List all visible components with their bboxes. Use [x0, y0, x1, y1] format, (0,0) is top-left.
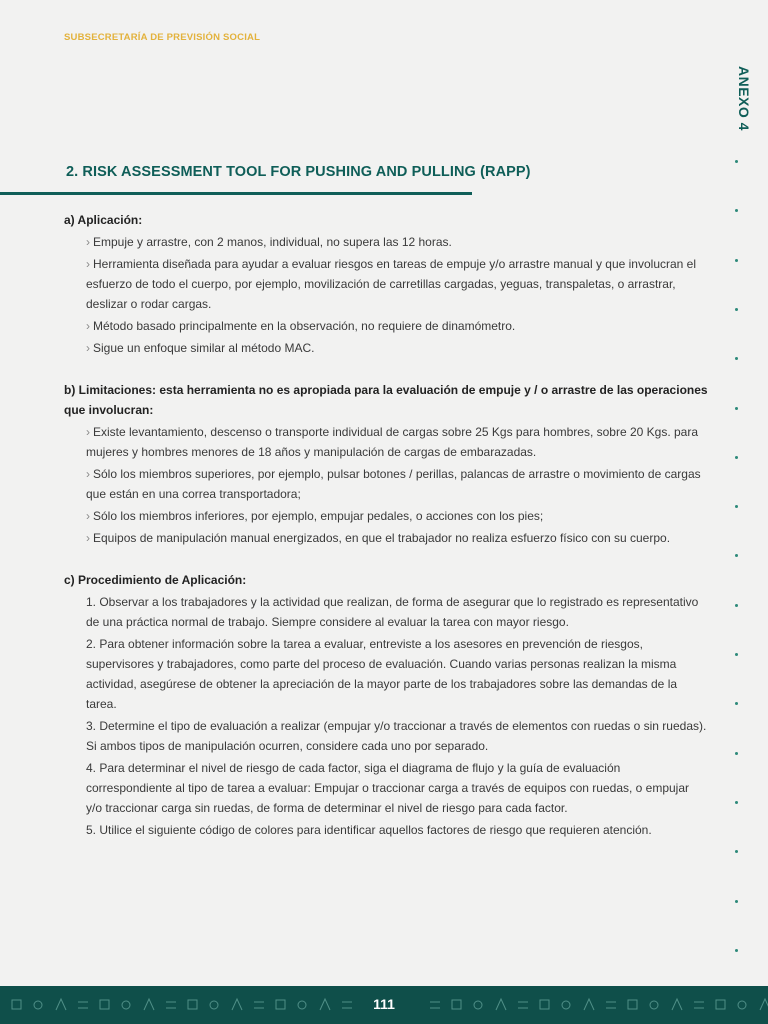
- list-item: [86, 592, 708, 632]
- section-heading: b) Limitaciones: esta herramienta no es apropiada para la evaluación de empuje y / o arrastre de las operaciones que involucran:: [64, 383, 708, 417]
- side-dot: [735, 308, 738, 311]
- side-dot: [735, 604, 738, 607]
- side-dot: [735, 505, 738, 508]
- list-item: [86, 316, 708, 336]
- section-heading: a) Aplicación:: [64, 213, 143, 227]
- side-dot: [735, 949, 738, 952]
- list-item: [86, 422, 708, 462]
- list-item-text: Existe levantamiento, descenso o transporte individual de cargas sobre 25 Kgs para hombres, sobre 20 Kgs. para mujeres y hombres menores de 18 años y manipulación de cargas de embarazadas.: [86, 425, 699, 459]
- list-item: [86, 464, 708, 504]
- list-item: [86, 338, 708, 358]
- side-dot: [735, 850, 738, 853]
- list-item-text: Equipos de manipulación manual energizados, en que el trabajador no realiza esfuerzo físico con su cuerpo.: [93, 531, 671, 545]
- content: [64, 210, 708, 842]
- side-dot: [735, 209, 738, 212]
- section-heading: c) Procedimiento de Aplicación:: [64, 573, 247, 587]
- bullet-icon: ›: [86, 319, 90, 333]
- list-item: [86, 820, 708, 840]
- list-item-text: 4. Para determinar el nivel de riesgo de cada factor, siga el diagrama de flujo y la guía de evaluación correspondiente al tipo de tarea a evaluar: Empujar o traccionar carga a través de equipos con ruedas, o empujar y/o traccionar carga sin ruedas, de forma de determinar el nivel de riesgo para cada factor.: [86, 761, 690, 815]
- footer-band: [0, 986, 768, 1024]
- side-dot: [735, 554, 738, 557]
- annex-label: ANEXO 4: [736, 66, 752, 131]
- page-number: 111: [373, 996, 395, 1012]
- side-dot: [735, 259, 738, 262]
- bullet-icon: ›: [86, 509, 90, 523]
- bullet-icon: ›: [86, 341, 90, 355]
- side-dot: [735, 702, 738, 705]
- section-title: 2. RISK ASSESSMENT TOOL FOR PUSHING AND PULLING (RAPP): [66, 164, 531, 180]
- list-item: [86, 634, 708, 714]
- side-dot: [735, 456, 738, 459]
- list-item: [86, 758, 708, 818]
- header-org-name: SUBSECRETARÍA DE PREVISIÓN SOCIAL: [64, 32, 261, 43]
- bullet-icon: ›: [86, 467, 90, 481]
- bullet-icon: ›: [86, 531, 90, 545]
- list-item-text: Sólo los miembros superiores, por ejemplo, pulsar botones / perillas, palancas de arrastre o movimiento de cargas que están en una correa transportadora;: [86, 467, 701, 501]
- list-item: [86, 716, 708, 756]
- bullet-icon: ›: [86, 257, 90, 271]
- bullet-icon: ›: [86, 235, 90, 249]
- list-item-text: Método basado principalmente en la observación, no requiere de dinamómetro.: [93, 319, 516, 333]
- side-dot: [735, 653, 738, 656]
- list-item-text: Sólo los miembros inferiores, por ejemplo, empujar pedales, o acciones con los pies;: [93, 509, 544, 523]
- list-item: [86, 254, 708, 314]
- side-dot: [735, 900, 738, 903]
- list-item-text: Herramienta diseñada para ayudar a evaluar riesgos en tareas de empuje y/o arrastre manual y que involucran el esfuerzo de todo el cuerpo, por ejemplo, movilización de carretillas cargadas, yeguas, transpaletas, o arrastrar, deslizar o rodar cargas.: [86, 257, 697, 311]
- list-item-text: 2. Para obtener información sobre la tarea a evaluar, entreviste a los asesores en prevención de riesgos, supervisores y trabajadores, como parte del proceso de evaluación. Cuando varias personas realizan la misma actividad, asegúrese de obtener la apreciación de la mayor parte de los trabajadores sobre las demandas de la tarea.: [86, 637, 678, 711]
- side-dot: [735, 752, 738, 755]
- bullet-icon: ›: [86, 425, 90, 439]
- list-item: [86, 528, 708, 548]
- side-dot: [735, 801, 738, 804]
- side-dot: [735, 160, 738, 163]
- title-rule: [0, 192, 472, 195]
- side-dot: [735, 357, 738, 360]
- list-item: [86, 232, 708, 252]
- list-item-text: 3. Determine el tipo de evaluación a realizar (empujar y/o traccionar a través de elementos con ruedas o sin ruedas). Si ambos tipos de manipulación ocurren, considere cada uno por separado.: [86, 719, 707, 753]
- list-item: [86, 506, 708, 526]
- list-item-text: 1. Observar a los trabajadores y la actividad que realizan, de forma de asegurar que lo registrado es representativo de una práctica normal de trabajo. Siempre considere al evaluar la tarea con mayor riesgo.: [86, 595, 699, 629]
- side-dot: [735, 407, 738, 410]
- list-item-text: 5. Utilice el siguiente código de colores para identificar aquellos factores de riesgo que requieren atención.: [86, 823, 652, 837]
- list-item-text: Empuje y arrastre, con 2 manos, individual, no supera las 12 horas.: [93, 235, 452, 249]
- list-item-text: Sigue un enfoque similar al método MAC.: [93, 341, 315, 355]
